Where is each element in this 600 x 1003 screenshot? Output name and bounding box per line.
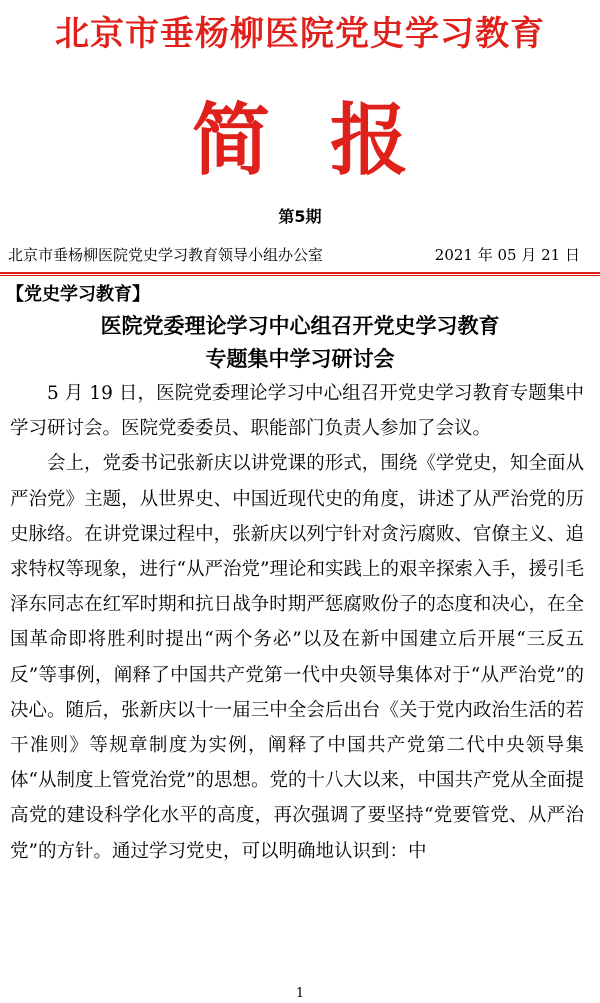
org-title: 北京市垂杨柳医院党史学习教育 <box>55 14 545 54</box>
issue-date: 2021 年 05 月 21 日 <box>434 246 580 264</box>
issue-number: 第5期 <box>278 207 322 226</box>
meta-line <box>8 244 580 265</box>
paragraph: 会上，党委书记张新庆以讲党课的形式，围绕《学党史，知全面从严治党》主题，从世界史、中国近现代史的角度，讲述了从严治党的历史脉络。在讲党课过程中，张新庆以列宁针对贪污腐败、官僚主义、追求特权等现象，进行“从严治党”理论和实践上的艰辛探索入手，援引毛泽东同志在红军时期和抗日战争时期严惩腐败份子的态度和决心，在全国革命即将胜利时提出“两个务必”以及在新中国建立后开展“三反五反”等事例，阐释了中国共产党第一代中央领导集体对于“从严治党”的决心。随后，张新庆以十一届三中全会后出台《关于党内政治生活的若干准则》等规章制度为实例，阐释了中国共产党第二代中央领导集体“从制度上管党治党”的思想。党的十八大以来，中国共产党从全面提高党的建设科学化水平的高度，再次强调了要坚持“党要管党、从严治党”的方针。通过学习党史，可以明确地认识到：中 <box>10 453 584 862</box>
article-title-line-1: 医院党委理论学习中心组召开党史学习教育 <box>100 314 500 338</box>
article-title <box>0 310 600 376</box>
section-tag: 【党史学习教育】 <box>6 284 150 305</box>
divider-rule-thin <box>0 275 600 276</box>
article-body <box>10 376 584 869</box>
bulletin-title: 简报 <box>191 95 468 186</box>
issuer: 北京市垂杨柳医院党史学习教育领导小组办公室 <box>8 246 324 264</box>
paragraph: 5 月 19 日，医院党委理论学习中心组召开党史学习教育专题集中学习研讨会。医院党委委员、职能部门负责人参加了会议。 <box>10 383 584 440</box>
divider-rule <box>0 272 600 274</box>
page-number: 1 <box>295 986 305 1001</box>
article-title-line-2: 专题集中学习研讨会 <box>205 347 395 371</box>
